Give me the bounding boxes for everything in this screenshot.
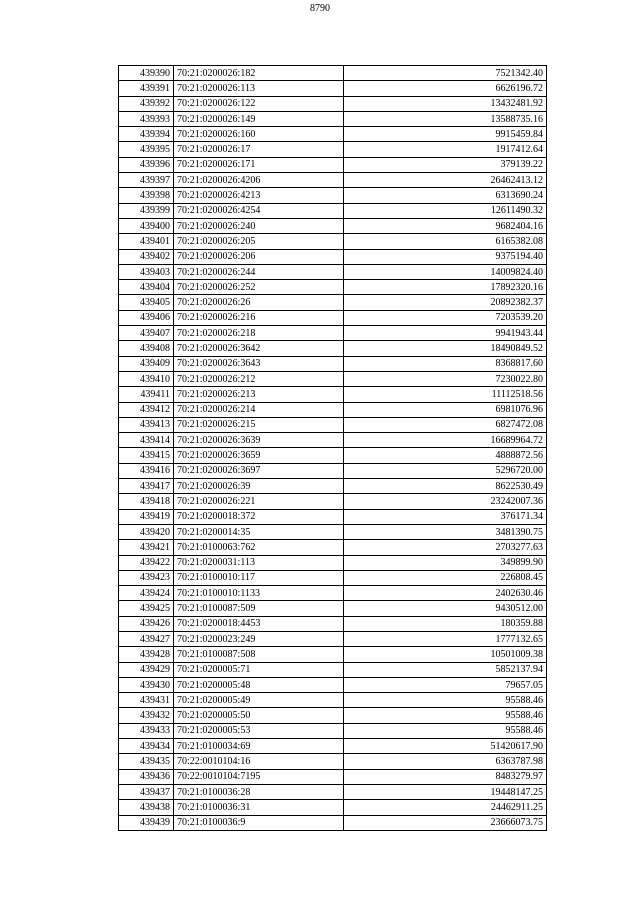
cadastral-value-cell: 16689964.72	[344, 433, 547, 448]
cadastral-value-cell: 95588.46	[344, 708, 547, 723]
row-number-cell: 439413	[119, 417, 174, 432]
cadastral-value-cell: 9941943.44	[344, 326, 547, 341]
cadastral-value-cell: 23242007.36	[344, 494, 547, 509]
cadastral-number-cell: 70:21:0100063:762	[174, 540, 344, 555]
row-number-cell: 439424	[119, 586, 174, 601]
cadastral-value-cell: 226808.45	[344, 570, 547, 585]
cadastral-number-cell: 70:21:0200026:214	[174, 402, 344, 417]
table-row	[119, 433, 547, 448]
table-row	[119, 188, 547, 203]
row-number-cell: 439419	[119, 509, 174, 524]
cadastral-value-cell: 7203539.20	[344, 310, 547, 325]
cadastral-number-cell: 70:21:0200005:53	[174, 723, 344, 738]
cadastral-number-cell: 70:21:0200026:221	[174, 494, 344, 509]
table-row	[119, 708, 547, 723]
table-row	[119, 341, 547, 356]
cadastral-number-cell: 70:21:0200026:160	[174, 127, 344, 142]
cadastral-number-cell: 70:21:0200026:26	[174, 295, 344, 310]
cadastral-value-cell: 9682404.16	[344, 218, 547, 233]
table-row	[119, 111, 547, 126]
page-number: 8790	[310, 3, 330, 14]
row-number-cell: 439408	[119, 341, 174, 356]
table-row	[119, 815, 547, 830]
cadastral-value-cell: 4888872.56	[344, 448, 547, 463]
table-row	[119, 142, 547, 157]
cadastral-value-cell: 14009824.40	[344, 264, 547, 279]
cadastral-number-cell: 70:21:0200018:4453	[174, 616, 344, 631]
cadastral-number-cell: 70:21:0100034:69	[174, 739, 344, 754]
cadastral-number-cell: 70:21:0200026:149	[174, 111, 344, 126]
table-row	[119, 769, 547, 784]
cadastral-value-cell: 51420617.90	[344, 739, 547, 754]
row-number-cell: 439430	[119, 677, 174, 692]
cadastral-value-cell: 7230022.80	[344, 371, 547, 386]
cadastral-value-cell: 379139.22	[344, 157, 547, 172]
table-row	[119, 234, 547, 249]
cadastral-number-cell: 70:21:0100010:117	[174, 570, 344, 585]
cadastral-value-cell: 10501009.38	[344, 647, 547, 662]
cadastral-number-cell: 70:21:0200026:39	[174, 479, 344, 494]
row-number-cell: 439400	[119, 218, 174, 233]
cadastral-number-cell: 70:21:0200026:182	[174, 66, 344, 81]
row-number-cell: 439426	[119, 616, 174, 631]
cadastral-value-cell: 20892382.37	[344, 295, 547, 310]
row-number-cell: 439399	[119, 203, 174, 218]
cadastral-number-cell: 70:21:0200026:122	[174, 96, 344, 111]
row-number-cell: 439432	[119, 708, 174, 723]
row-number-cell: 439405	[119, 295, 174, 310]
row-number-cell: 439395	[119, 142, 174, 157]
row-number-cell: 439437	[119, 784, 174, 799]
table-row	[119, 494, 547, 509]
row-number-cell: 439414	[119, 433, 174, 448]
table-row	[119, 524, 547, 539]
table-row	[119, 417, 547, 432]
table-row	[119, 326, 547, 341]
table-row	[119, 96, 547, 111]
cadastral-value-cell: 9915459.84	[344, 127, 547, 142]
cadastral-value-cell: 2402630.46	[344, 586, 547, 601]
row-number-cell: 439406	[119, 310, 174, 325]
row-number-cell: 439431	[119, 693, 174, 708]
cadastral-value-cell: 95588.46	[344, 693, 547, 708]
table-row	[119, 295, 547, 310]
cadastral-number-cell: 70:21:0200026:252	[174, 280, 344, 295]
table-row	[119, 601, 547, 616]
table-row	[119, 218, 547, 233]
table-row	[119, 264, 547, 279]
cadastral-number-cell: 70:21:0100036:9	[174, 815, 344, 830]
row-number-cell: 439435	[119, 754, 174, 769]
cadastral-number-cell: 70:21:0100010:1133	[174, 586, 344, 601]
row-number-cell: 439418	[119, 494, 174, 509]
row-number-cell: 439429	[119, 662, 174, 677]
cadastral-value-cell: 6363787.98	[344, 754, 547, 769]
row-number-cell: 439396	[119, 157, 174, 172]
cadastral-number-cell: 70:21:0200026:212	[174, 371, 344, 386]
row-number-cell: 439433	[119, 723, 174, 738]
row-number-cell: 439397	[119, 173, 174, 188]
table-row	[119, 463, 547, 478]
cadastral-number-cell: 70:21:0200026:171	[174, 157, 344, 172]
cadastral-number-cell: 70:21:0200026:213	[174, 387, 344, 402]
row-number-cell: 439421	[119, 540, 174, 555]
table-row	[119, 662, 547, 677]
cadastral-value-cell: 12611490.32	[344, 203, 547, 218]
cadastral-value-cell: 9375194.40	[344, 249, 547, 264]
cadastral-value-cell: 3481390.75	[344, 524, 547, 539]
row-number-cell: 439417	[119, 479, 174, 494]
cadastral-number-cell: 70:21:0200026:244	[174, 264, 344, 279]
row-number-cell: 439416	[119, 463, 174, 478]
row-number-cell: 439403	[119, 264, 174, 279]
cadastral-number-cell: 70:21:0200005:49	[174, 693, 344, 708]
row-number-cell: 439439	[119, 815, 174, 830]
table-row	[119, 157, 547, 172]
row-number-cell: 439422	[119, 555, 174, 570]
row-number-cell: 439420	[119, 524, 174, 539]
cadastral-value-cell: 180359.88	[344, 616, 547, 631]
table-row	[119, 356, 547, 371]
cadastral-value-cell: 2703277.63	[344, 540, 547, 555]
cadastral-value-cell: 5852137.94	[344, 662, 547, 677]
cadastral-number-cell: 70:21:0200026:4206	[174, 173, 344, 188]
cadastral-number-cell: 70:21:0200026:4254	[174, 203, 344, 218]
table-body	[119, 66, 547, 831]
row-number-cell: 439427	[119, 631, 174, 646]
table-row	[119, 127, 547, 142]
table-row	[119, 693, 547, 708]
cadastral-value-cell: 6827472.08	[344, 417, 547, 432]
row-number-cell: 439391	[119, 81, 174, 96]
cadastral-value-cell: 6165382.08	[344, 234, 547, 249]
row-number-cell: 439415	[119, 448, 174, 463]
table-row	[119, 387, 547, 402]
cadastral-value-cell: 349899.90	[344, 555, 547, 570]
cadastral-value-cell: 17892320.16	[344, 280, 547, 295]
cadastral-number-cell: 70:21:0200026:3697	[174, 463, 344, 478]
cadastral-number-cell: 70:21:0200026:205	[174, 234, 344, 249]
cadastral-value-cell: 18490849.52	[344, 341, 547, 356]
row-number-cell: 439404	[119, 280, 174, 295]
cadastral-value-cell: 8622530.49	[344, 479, 547, 494]
row-number-cell: 439394	[119, 127, 174, 142]
cadastral-number-cell: 70:21:0100036:31	[174, 800, 344, 815]
cadastral-value-cell: 95588.46	[344, 723, 547, 738]
cadastral-number-cell: 70:21:0200026:3642	[174, 341, 344, 356]
cadastral-value-cell: 5296720.00	[344, 463, 547, 478]
table-row	[119, 249, 547, 264]
cadastral-value-cell: 7521342.40	[344, 66, 547, 81]
row-number-cell: 439434	[119, 739, 174, 754]
table-row	[119, 280, 547, 295]
cadastral-value-table	[118, 65, 547, 831]
table-row	[119, 677, 547, 692]
cadastral-number-cell: 70:21:0200026:216	[174, 310, 344, 325]
cadastral-number-cell: 70:21:0200026:4213	[174, 188, 344, 203]
cadastral-number-cell: 70:21:0200005:48	[174, 677, 344, 692]
cadastral-number-cell: 70:21:0200026:3639	[174, 433, 344, 448]
cadastral-value-cell: 1777132.65	[344, 631, 547, 646]
table-row	[119, 570, 547, 585]
row-number-cell: 439423	[119, 570, 174, 585]
table-row	[119, 631, 547, 646]
cadastral-number-cell: 70:21:0200026:3643	[174, 356, 344, 371]
table-row	[119, 616, 547, 631]
table-row	[119, 479, 547, 494]
table-row	[119, 800, 547, 815]
cadastral-number-cell: 70:21:0200026:240	[174, 218, 344, 233]
cadastral-number-cell: 70:21:0200018:372	[174, 509, 344, 524]
cadastral-value-cell: 6313690.24	[344, 188, 547, 203]
cadastral-number-cell: 70:22:0010104:16	[174, 754, 344, 769]
row-number-cell: 439438	[119, 800, 174, 815]
table-row	[119, 402, 547, 417]
cadastral-number-cell: 70:21:0200026:3659	[174, 448, 344, 463]
cadastral-value-cell: 11112518.56	[344, 387, 547, 402]
row-number-cell: 439392	[119, 96, 174, 111]
cadastral-value-cell: 6981076.96	[344, 402, 547, 417]
cadastral-value-cell: 26462413.12	[344, 173, 547, 188]
row-number-cell: 439393	[119, 111, 174, 126]
table-row	[119, 371, 547, 386]
row-number-cell: 439407	[119, 326, 174, 341]
cadastral-value-cell: 1917412.64	[344, 142, 547, 157]
row-number-cell: 439428	[119, 647, 174, 662]
cadastral-value-cell: 19448147.25	[344, 784, 547, 799]
row-number-cell: 439390	[119, 66, 174, 81]
row-number-cell: 439410	[119, 371, 174, 386]
table-row	[119, 723, 547, 738]
cadastral-value-cell: 13432481.92	[344, 96, 547, 111]
table-row	[119, 81, 547, 96]
cadastral-number-cell: 70:21:0200014:35	[174, 524, 344, 539]
table-row	[119, 739, 547, 754]
table-row	[119, 647, 547, 662]
cadastral-number-cell: 70:21:0200005:71	[174, 662, 344, 677]
cadastral-number-cell: 70:21:0200026:113	[174, 81, 344, 96]
cadastral-number-cell: 70:21:0100087:508	[174, 647, 344, 662]
table-row	[119, 203, 547, 218]
cadastral-value-cell: 13588735.16	[344, 111, 547, 126]
table-row	[119, 540, 547, 555]
cadastral-number-cell: 70:22:0010104:7195	[174, 769, 344, 784]
table-row	[119, 310, 547, 325]
table-row	[119, 448, 547, 463]
cadastral-value-cell: 23666073.75	[344, 815, 547, 830]
table-row	[119, 173, 547, 188]
row-number-cell: 439409	[119, 356, 174, 371]
cadastral-value-cell: 6626196.72	[344, 81, 547, 96]
row-number-cell: 439411	[119, 387, 174, 402]
table-row	[119, 555, 547, 570]
cadastral-number-cell: 70:21:0200026:218	[174, 326, 344, 341]
table-row	[119, 586, 547, 601]
cadastral-number-cell: 70:21:0200026:17	[174, 142, 344, 157]
cadastral-value-cell: 79657.05	[344, 677, 547, 692]
cadastral-number-cell: 70:21:0100087:509	[174, 601, 344, 616]
cadastral-number-cell: 70:21:0200023:249	[174, 631, 344, 646]
table-row	[119, 66, 547, 81]
row-number-cell: 439436	[119, 769, 174, 784]
cadastral-value-cell: 376171.34	[344, 509, 547, 524]
cadastral-number-cell: 70:21:0200031:113	[174, 555, 344, 570]
row-number-cell: 439412	[119, 402, 174, 417]
cadastral-number-cell: 70:21:0100036:28	[174, 784, 344, 799]
cadastral-value-cell: 9430512.00	[344, 601, 547, 616]
cadastral-value-cell: 8483279.97	[344, 769, 547, 784]
row-number-cell: 439398	[119, 188, 174, 203]
row-number-cell: 439402	[119, 249, 174, 264]
row-number-cell: 439425	[119, 601, 174, 616]
table-row	[119, 784, 547, 799]
table-row	[119, 754, 547, 769]
cadastral-value-cell: 24462911.25	[344, 800, 547, 815]
cadastral-number-cell: 70:21:0200026:206	[174, 249, 344, 264]
cadastral-number-cell: 70:21:0200026:215	[174, 417, 344, 432]
cadastral-value-cell: 8368817.60	[344, 356, 547, 371]
cadastral-number-cell: 70:21:0200005:50	[174, 708, 344, 723]
table-row	[119, 509, 547, 524]
row-number-cell: 439401	[119, 234, 174, 249]
